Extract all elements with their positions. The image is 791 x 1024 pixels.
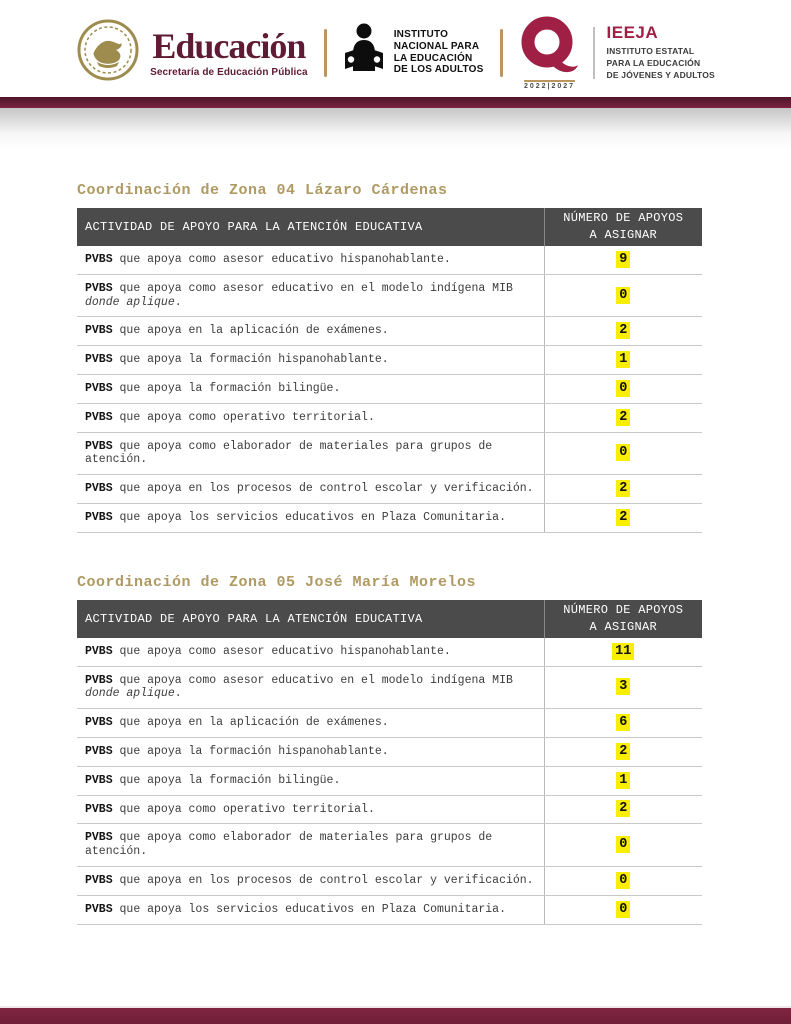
value-highlight: 0 [616,836,630,853]
activity-cell [77,638,544,666]
table-row [77,895,702,924]
activity-text-italic: donde aplique [85,295,175,309]
pvbs-prefix: PVBS [85,873,113,887]
pvbs-prefix: PVBS [85,716,113,730]
table-row [77,666,702,709]
ieeja-name-line: INSTITUTO ESTATAL [606,45,695,56]
table-header-row [77,208,702,246]
activity-text: que apoya como operativo territorial. [119,410,375,424]
activity-text: que apoya como elaborador de materiales para grupos de atención. [85,831,493,859]
activity-text-tail: . [174,295,182,309]
activity-cell [77,895,544,924]
activity-text: que apoya en la aplicación de exámenes. [119,716,389,730]
activity-text: que apoya como asesor educativo hispanohablante. [119,253,451,266]
gold-divider-right [500,29,503,77]
section-title-zone-05: Coordinación de Zona 05 José María Morelos [77,573,477,591]
ieeja-logo [519,16,715,90]
column-header-activity: ACTIVIDAD DE APOYO PARA LA ATENCIÓN EDUCATIVA [77,600,544,638]
table-row [77,346,702,375]
institutional-header [0,0,791,97]
value-highlight: 3 [616,678,630,695]
table-row [77,866,702,895]
activity-text: que apoya los servicios educativos en Plaza Comunitaria. [119,510,506,524]
pvbs-prefix: PVBS [85,381,113,395]
ieeja-acronym: IEEJA [606,22,659,42]
value-highlight: 0 [616,444,630,461]
value-highlight: 6 [616,714,630,731]
pvbs-prefix: PVBS [85,410,113,424]
activity-text: que apoya la formación hispanohablante. [119,353,389,367]
activity-cell [77,317,544,346]
value-highlight: 0 [616,380,630,397]
pvbs-prefix: PVBS [85,831,113,845]
pvbs-prefix: PVBS [85,281,113,295]
inea-name [394,29,484,76]
value-highlight: 2 [616,743,630,760]
table-row [77,475,702,504]
activity-text: que apoya en la aplicación de exámenes. [119,324,389,338]
activity-cell [77,666,544,709]
activity-text: que apoya como elaborador de materiales para grupos de atención. [85,439,493,467]
gold-divider-left [324,29,327,77]
table-row [77,709,702,738]
activity-cell [77,475,544,504]
activity-text: que apoya como asesor educativo hispanohablante. [119,644,451,658]
activity-cell [77,274,544,317]
value-cell [544,274,702,317]
value-cell [544,709,702,738]
value-cell [544,503,702,532]
header-shadow-gradient [0,108,791,155]
value-cell [544,824,702,867]
activity-cell [77,866,544,895]
sep-wordmark-block [150,25,308,78]
table-row [77,432,702,475]
pvbs-prefix: PVBS [85,439,113,453]
support-table-zone-05 [77,600,702,925]
activity-cell [77,374,544,403]
activity-text: que apoya en los procesos de control escolar y verificación. [119,482,534,496]
activity-text: que apoya la formación bilingüe. [119,381,341,395]
activity-cell [77,346,544,375]
activity-cell [77,503,544,532]
activity-text-italic: donde aplique [85,687,175,701]
value-highlight: 9 [616,251,630,268]
pvbs-prefix: PVBS [85,773,113,787]
activity-cell [77,432,544,475]
pvbs-prefix: PVBS [85,744,113,758]
inea-reader-icon [343,23,385,82]
table-row [77,795,702,824]
value-cell [544,666,702,709]
sep-subtitle: Secretaría de Educación Pública [150,66,308,78]
table-header-row [77,600,702,638]
value-cell [544,374,702,403]
inea-name-line: DE LOS ADULTOS [393,64,484,76]
table-row [77,824,702,867]
table-row [77,503,702,532]
value-cell [544,766,702,795]
column-header-number: NÚMERO DE APOYOS A ASIGNAR [544,600,702,638]
activity-text: que apoya la formación bilingüe. [119,773,341,787]
table-row [77,246,702,274]
value-cell [544,866,702,895]
activity-cell [77,795,544,824]
ieeja-name-line: PARA LA EDUCACIÓN [606,57,701,68]
pvbs-prefix: PVBS [85,353,113,367]
page-content [77,155,702,925]
ieeja-years: 2022|2027 [524,80,575,90]
value-cell [544,346,702,375]
activity-text: que apoya como asesor educativo en el modelo indígena MIB [119,281,513,295]
gray-divider [593,27,595,79]
pvbs-prefix: PVBS [85,644,113,658]
mexican-coat-of-arms-icon [76,18,140,87]
value-highlight: 2 [616,322,630,339]
activity-text: que apoya en los procesos de control escolar y verificación. [119,873,534,887]
support-table-zone-04 [77,208,702,533]
value-cell [544,475,702,504]
activity-text: que apoya como asesor educativo en el modelo indígena MIB [119,673,513,687]
value-highlight: 11 [612,643,634,660]
value-highlight: 0 [616,901,630,918]
activity-text: que apoya la formación hispanohablante. [119,744,389,758]
pvbs-prefix: PVBS [85,673,113,687]
activity-cell [77,709,544,738]
activity-cell [77,824,544,867]
value-highlight: 2 [616,800,630,817]
table-row [77,638,702,666]
table-row [77,274,702,317]
table-row [77,317,702,346]
value-highlight: 1 [616,772,630,789]
pvbs-prefix: PVBS [85,324,113,338]
table-row [77,737,702,766]
column-header-number: NÚMERO DE APOYOS A ASIGNAR [544,208,702,246]
table-body [77,638,702,924]
pvbs-prefix: PVBS [85,510,113,524]
value-highlight: 2 [616,409,630,426]
inea-name-line: LA EDUCACIÓN [393,52,473,64]
value-cell [544,432,702,475]
pvbs-prefix: PVBS [85,902,113,916]
table-row [77,766,702,795]
ieeja-q-icon [519,16,581,79]
activity-text: que apoya como operativo territorial. [119,802,375,816]
value-highlight: 2 [616,480,630,497]
table-row [77,403,702,432]
ieeja-emblem-block [519,16,581,90]
section-title-zone-04: Coordinación de Zona 04 Lázaro Cárdenas [77,182,448,199]
column-header-activity: ACTIVIDAD DE APOYO PARA LA ATENCIÓN EDUCATIVA [77,208,544,246]
activity-cell [77,766,544,795]
value-cell [544,638,702,666]
pvbs-prefix: PVBS [85,802,113,816]
activity-cell [77,403,544,432]
inea-logo [343,23,484,82]
pvbs-prefix: PVBS [85,482,113,496]
sep-wordmark: Educación [152,25,306,66]
inea-name-line: NACIONAL PARA [393,40,480,52]
table-body [77,246,702,532]
table-row [77,374,702,403]
value-cell [544,317,702,346]
value-highlight: 0 [616,287,630,304]
ieeja-name-line: DE JÓVENES Y ADULTOS [606,70,715,81]
activity-text: que apoya los servicios educativos en Plaza Comunitaria. [119,902,506,916]
value-cell [544,737,702,766]
value-highlight: 0 [616,872,630,889]
value-cell [544,246,702,274]
activity-cell [77,737,544,766]
value-cell [544,895,702,924]
ieeja-name-block [607,24,715,82]
pvbs-prefix: PVBS [85,253,113,266]
bottom-maroon-bar [0,1006,791,1024]
top-maroon-bar [0,97,791,108]
activity-cell [77,246,544,274]
value-cell [544,403,702,432]
value-highlight: 2 [616,509,630,526]
activity-text-tail: . [174,687,182,701]
value-cell [544,795,702,824]
value-highlight: 1 [616,351,630,368]
inea-name-line: INSTITUTO [393,28,449,40]
sep-logo [76,18,308,87]
